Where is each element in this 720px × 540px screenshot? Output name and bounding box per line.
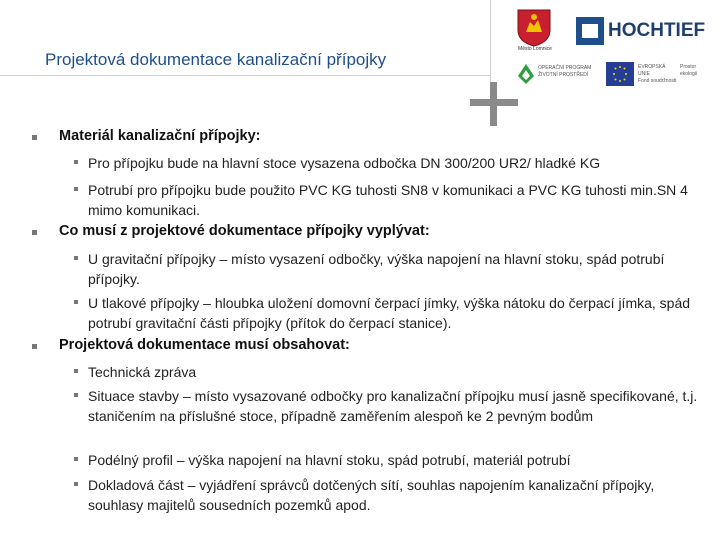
op-logo	[516, 62, 596, 88]
company-name: HOCHTIEF	[608, 20, 706, 41]
sub-bullet	[74, 160, 78, 164]
op-text: OPERAČNÍ PROGRAM ŽIVOTNÍ PROSTŘEDÍ	[538, 65, 592, 78]
sub-bullet	[74, 457, 78, 461]
section-heading-material: Materiál kanalizační přípojky:	[59, 128, 261, 144]
list-item: Dokladová část – vyjádření správců dotčených sítí, souhlas napojením kanalizační přípojky, souhlasy majitelů sousedních pozemků apod.	[88, 477, 655, 513]
bullet-square	[32, 344, 37, 349]
list-item: Potrubí pro přípojku bude použito PVC KG tuhosti SN8 v komunikaci a PVC KG tuhosti min.SN 4 mimo komunikaci.	[88, 182, 688, 218]
list-item: Pro přípojku bude na hlavní stoce vysazena odbočka DN 300/200 UR2/ hladké KG	[88, 155, 601, 171]
list-item: Technická zpráva	[88, 364, 197, 380]
op-leaf-icon	[516, 62, 536, 86]
eu-text: EVROPSKÁ UNIE Fond soudržnosti	[638, 64, 677, 84]
list-item: Podélný profil – výška napojení na hlavní stoku, spád potrubí, materiál potrubí	[88, 452, 571, 468]
bullet-square	[32, 230, 37, 235]
partner-text: Prostor ekologii	[680, 64, 697, 77]
section-heading-contents: Projektová dokumentace musí obsahovat:	[59, 337, 350, 353]
hochtief-mark-icon	[576, 17, 604, 45]
sub-bullet	[74, 187, 78, 191]
list-item: Situace stavby – místo vysazované odbočky pro kanalizační přípojku musí jasně specifikované, t.j. staničením na příslušné stoce, případně zaměřením alespoň ke 2 pevným bodům	[88, 388, 698, 424]
bullet-square	[32, 135, 37, 140]
title-underline	[0, 75, 490, 76]
section-heading-requirements: Co musí z projektové dokumentace přípojky vyplývat:	[59, 223, 430, 239]
sub-bullet	[74, 482, 78, 486]
town-label: Město Lomnice	[518, 46, 552, 52]
slide-title: Projektová dokumentace kanalizační přípojky	[45, 50, 387, 69]
sub-bullet	[74, 300, 78, 304]
sub-bullet	[74, 393, 78, 397]
hochtief-logo	[576, 17, 705, 45]
list-item: U gravitační přípojky – místo vysazení odbočky, výška napojení na hlavní stoku, spád potrubí přípojky.	[88, 251, 665, 287]
list-item: U tlakové přípojky – hloubka uložení domovní čerpací jímky, výška nátoku do čerpací jímka, spád potrubí gravitační části přípojky (přítok do čerpací stanice).	[88, 295, 691, 331]
eu-flag-icon	[606, 62, 634, 86]
sub-bullet	[74, 369, 78, 373]
coat-of-arms-icon	[516, 8, 552, 48]
plus-decoration-vertical	[490, 82, 497, 126]
sub-bullet	[74, 256, 78, 260]
